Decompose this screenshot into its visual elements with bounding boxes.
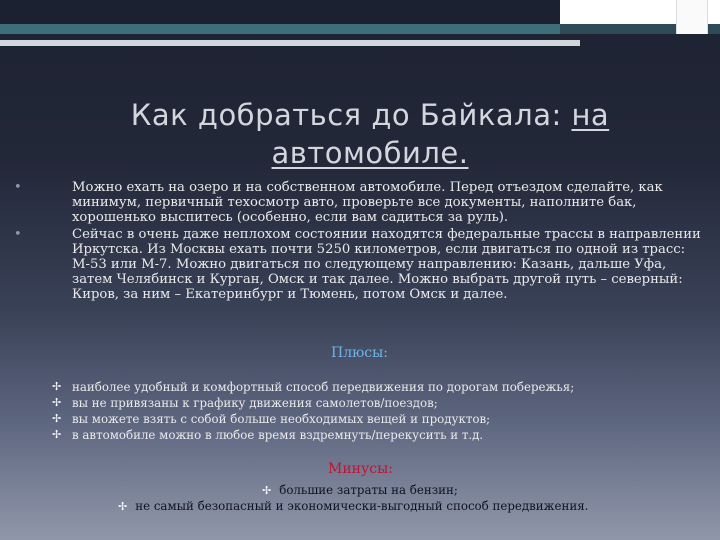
minus-item bbox=[262, 482, 458, 499]
bullet-dot-icon: • bbox=[14, 227, 22, 242]
top-decoration-bar bbox=[0, 0, 720, 34]
plus-item bbox=[52, 411, 574, 427]
bullet-dot-icon: • bbox=[14, 180, 22, 195]
cross-bullet-icon: ✢ bbox=[52, 428, 62, 441]
minuses-heading: Минусы: bbox=[328, 461, 393, 477]
cross-bullet-icon: ✢ bbox=[52, 380, 62, 393]
cross-bullet-icon: ✢ bbox=[118, 500, 128, 513]
bullet-text: Сейчас в очень даже неплохом состоянии находятся федеральные трассы в направлении Иркутска. Из Москвы ехать почти 5250 километров, если двигаться по одной из трасс: М-53 или М-7. Можно двигаться по следующему направлению: Казань, дальше Уфа, затем Челябинск и Курган, Омск и так далее. Можно выбрать другой путь – северный: Киров, за ним – Екатеринбург и Тюмень, потом Омск и далее. bbox=[72, 227, 701, 302]
plus-text: в автомобиле можно в любое время вздремнуть/перекусить и т.д. bbox=[72, 428, 484, 442]
plus-item bbox=[52, 395, 574, 411]
bullet-item bbox=[14, 227, 704, 302]
title-part-2: на bbox=[571, 98, 610, 132]
cross-bullet-icon: ✢ bbox=[52, 396, 62, 409]
title-part-1: Как добраться до Байкала: bbox=[130, 98, 572, 132]
plus-text: вы не привязаны к графику движения самолетов/поездов; bbox=[72, 396, 438, 410]
plus-item bbox=[52, 427, 574, 443]
cross-bullet-icon: ✢ bbox=[52, 412, 62, 425]
bullet-item bbox=[14, 180, 704, 225]
plus-item bbox=[52, 379, 574, 395]
plus-text: наиболее удобный и комфортный способ передвижения по дорогам побережья; bbox=[72, 380, 575, 394]
slide-title bbox=[80, 96, 660, 172]
bullet-text: Можно ехать на озеро и на собственном автомобиле. Перед отъездом сделайте, как минимум, первичный техосмотр авто, проверьте все документы, наполните бак, хорошенько выспитесь (особенно, если вам садиться за руль). bbox=[72, 180, 663, 225]
minus-text: не самый безопасный и экономически-выгодный способ передвижения. bbox=[135, 499, 589, 513]
minus-text: большие затраты на бензин; bbox=[279, 483, 458, 497]
pluses-list bbox=[52, 379, 574, 443]
minus-item bbox=[118, 498, 588, 515]
bullet-list bbox=[14, 180, 704, 302]
plus-text: вы можете взять с собой больше необходимых вещей и продуктов; bbox=[72, 412, 491, 426]
top-corner-box bbox=[676, 0, 708, 34]
cross-bullet-icon: ✢ bbox=[262, 484, 272, 497]
pluses-heading: Плюсы: bbox=[331, 345, 388, 361]
top-teal-stripe bbox=[0, 24, 560, 34]
title-part-3: автомобиле. bbox=[271, 136, 469, 170]
top-light-stripe bbox=[0, 40, 580, 46]
